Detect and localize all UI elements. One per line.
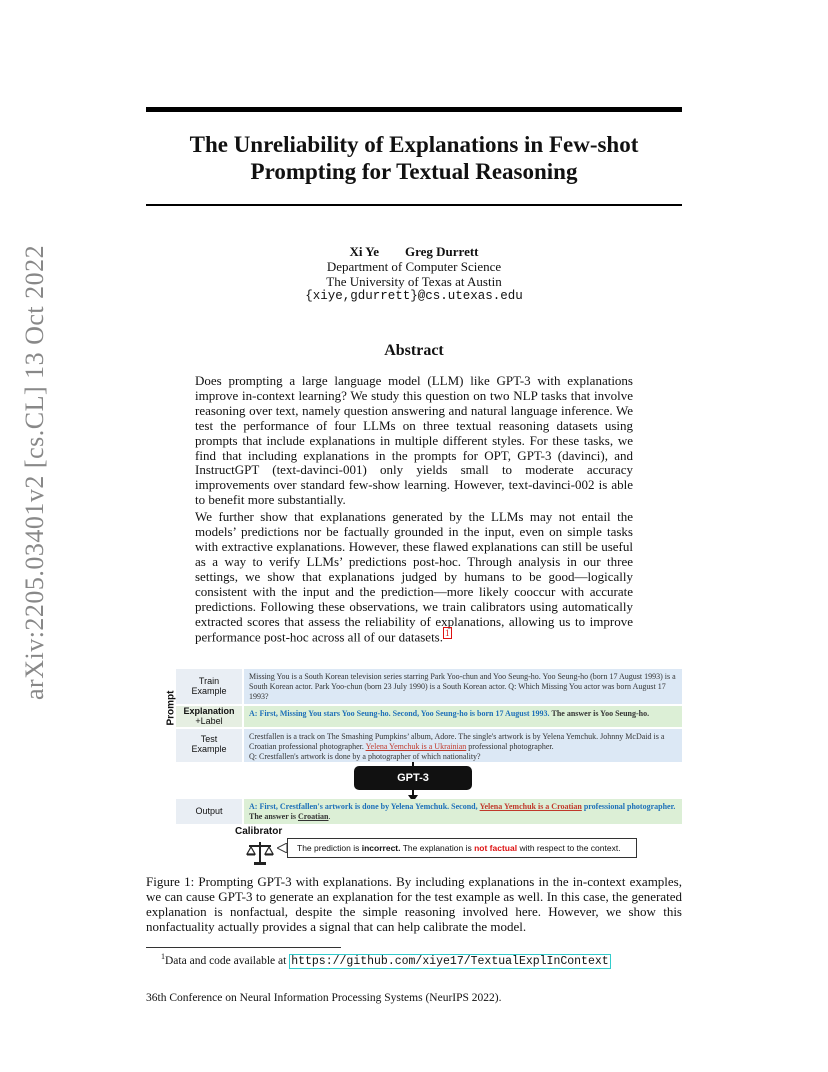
conference-note: 36th Conference on Neural Information Processing Systems (NeurIPS 2022). [146,992,502,1004]
explanation-label: Explanation +Label [183,706,235,726]
train-label: Train Example [191,676,227,696]
arxiv-stamp: arXiv:2205.03401v2 [cs.CL] 13 Oct 2022 [20,244,49,700]
output-label: Output [195,806,223,816]
author-name: Greg Durrett [404,244,479,259]
abstract-paragraph: We further show that explanations generated by the LLMs may not entail the models’ predictions nor be factually grounded in the input, even on simple tasks with extractive explanations. However, these flawed explanations can still be useful as a way to verify LLMs’ predictions post-hoc. Through analysis in our three settings, we show that explanations judged by humans to be good—logically consistent with the input and the prediction—more likely cooccur with accurate predictions. Following these observations, we train calibrators using automatically extracted scores that assess the reliability of explanations, allowing us to improve performance post-hoc across all of our datasets. $^1$ [195,509,633,645]
figure-caption: Figure 1: Prompting GPT-3 with explanations. By including explanations in the in-context examples, we can cause GPT-3 to generate an explanation for the test example as well. In this case, the generated explanation is nonfactual, despite the simple reasoning involved here. However, we show this nonfactuality actually provides a signal that can help calibrate the model. [146,874,682,934]
affiliation-univ: The University of Texas at Austin [326,274,502,289]
author-block [146,244,682,304]
output-text: A: First, Crestfallen's artwork is done by Yelena Yemchuk. Second, Yelena Yemchuk is a Croatian professional photographer. The answer is Croatian. [244,799,682,824]
footnote-ref-link[interactable]: 1 [445,628,450,639]
title-rule-top [146,107,682,112]
balance-scale-icon [246,840,274,866]
abstract-body [195,374,633,648]
pointer-triangle-icon [277,843,287,853]
title-rule-bottom [146,204,682,206]
footnote: $^1$Data and code available at https://github.com/xiye17/TextualExplInContext [161,952,609,968]
paper-title: The Unreliability of Explanations in Few-shot Prompting for Textual Reasoning [189,132,639,184]
prompt-label: Prompt [165,690,177,726]
calibrator-label: Calibrator [235,826,283,837]
code-link[interactable]: https://github.com/xiye17/TextualExplInContext [291,954,609,968]
explanation-text: A: First, Missing You stars Yoo Seung-ho. Second, Yoo Seung-ho is born 17 August 1993. The answer is Yoo Seung-ho. [244,706,682,727]
calibrator-output-box: The prediction is incorrect. The explanation is not factual with respect to the context. [287,838,637,858]
author-email: {xiye,gdurrett}@cs.utexas.edu [305,289,523,303]
train-example-text: Missing You is a South Korean television series starring Park Yoo-chun and Yoo Seung-ho. Yoo Seung-ho (born 17 August 1993) is a South Korean actor. Park Yoo-chun (born 23 July 1990) is a South Korean actor. Q: Which Missing You actor was born August 17 1993? [244,669,682,704]
abstract-paragraph: Does prompting a large language model (LLM) like GPT-3 with explanations improve in-context learning? We study this question on two NLP tasks that involve reasoning over text, namely question answering and natural language inference. We test the performance of four LLMs on three textual reasoning datasets using prompts that include explanations in multiple different styles. For these tasks, we find that including explanations in the prompts for OPT, GPT-3 (davinci), and InstructGPT (text-davinci-001) only yields small to moderate accuracy improvements over standard few-show learning. However, text-davinci-002 is able to benefit more substantially. [195,373,633,508]
author-name: Xi Ye [349,244,379,259]
abstract-heading: Abstract [384,342,444,359]
gpt3-model-box: GPT-3 [354,766,472,790]
affiliation-dept: Department of Computer Science [326,259,502,274]
test-example-text: Crestfallen is a track on The Smashing Pumpkins’ album, Adore. The single's artwork is by Yelena Yemchuk. Johnny McDaid is a Croatian professional photographer. Yelena Yemchuk is a Ukrainian professional photographer. Q: Crestfallen's artwork is done by a photographer of which nationality? [244,729,682,762]
footnote-rule [146,947,341,948]
test-label: Test Example [191,734,227,754]
